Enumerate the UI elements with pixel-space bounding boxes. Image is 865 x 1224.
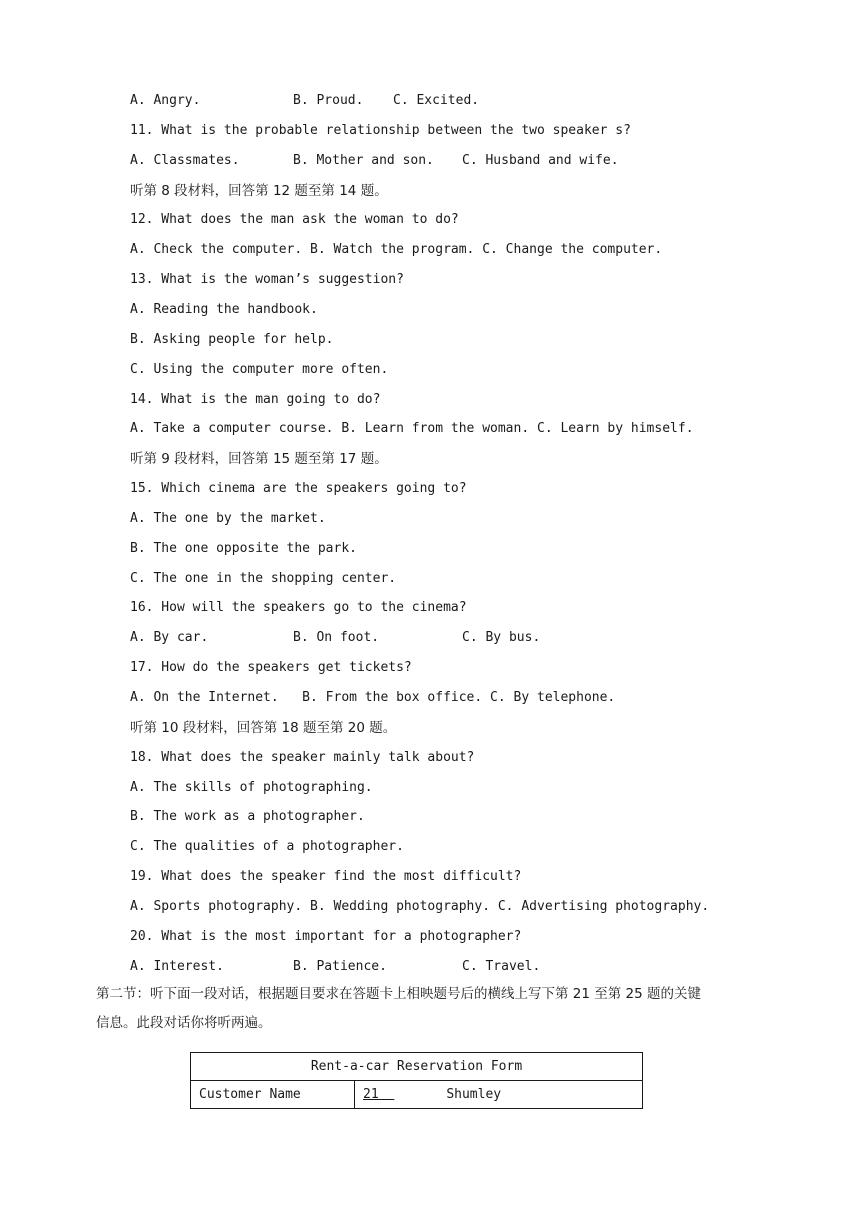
answer-line: C. Using the computer more often.	[130, 362, 389, 377]
answer-line: C. The qualities of a photographer.	[130, 839, 404, 854]
option-c: C. Excited.	[393, 93, 480, 108]
answer-line: A. On the Internet. B. From the box office. C. By telephone.	[130, 690, 616, 705]
answer-line: B. Asking people for help.	[130, 332, 334, 347]
question-text: 20. What is the most important for a photographer?	[130, 929, 522, 944]
customer-name-label: Customer Name	[191, 1081, 355, 1109]
question-text: 13. What is the woman’s suggestion?	[130, 272, 404, 287]
answer-options-row	[130, 93, 730, 109]
question-text: 11. What is the probable relationship between the two speaker s?	[130, 123, 631, 138]
question-text: 15. Which cinema are the speakers going to?	[130, 481, 467, 496]
answer-line: B. The work as a photographer.	[130, 809, 365, 824]
answer-line: A. Sports photography. B. Wedding photography. C. Advertising photography.	[130, 899, 710, 914]
section-heading: 听第 8 段材料，回答第 12 题至第 14 题。	[130, 183, 388, 199]
answer-line: A. The skills of photographing.	[130, 780, 373, 795]
answer-line: B. The one opposite the park.	[130, 541, 357, 556]
option-a: A. Angry.	[130, 93, 201, 108]
answer-line: A. Take a computer course. B. Learn from the woman. C. Learn by himself.	[130, 421, 694, 436]
question-text: 16. How will the speakers go to the cinema?	[130, 600, 467, 615]
option-a: A. Classmates.	[130, 153, 240, 168]
answer-options-row	[130, 630, 730, 646]
option-b: B. Patience.	[293, 959, 387, 974]
form-title: Rent-a-car Reservation Form	[191, 1053, 643, 1081]
instruction-line-1: 第二节：听下面一段对话，根据题目要求在答题卡上相映题号后的横线上写下第 21 至第 25 题的关键	[96, 986, 702, 1002]
option-b: B. Proud.	[293, 93, 364, 108]
option-c: C. Travel.	[462, 959, 541, 974]
part-two-instructions	[96, 980, 776, 1038]
instruction-line-2: 信息。此段对话你将听两遍。	[96, 1015, 272, 1031]
question-text: 18. What does the speaker mainly talk about?	[130, 750, 475, 765]
question-text: 17. How do the speakers get tickets?	[130, 660, 412, 675]
customer-name-cell	[355, 1081, 643, 1109]
option-c: C. Husband and wife.	[462, 153, 619, 168]
answer-options-row	[130, 153, 730, 169]
option-a: A. By car.	[130, 630, 209, 645]
section-heading: 听第 10 段材料，回答第 18 题至第 20 题。	[130, 720, 397, 736]
option-c: C. By bus.	[462, 630, 541, 645]
blank-number-21: 21	[363, 1087, 395, 1102]
reservation-form-table	[190, 1052, 643, 1109]
answer-line: C. The one in the shopping center.	[130, 571, 397, 586]
option-b: B. On foot.	[293, 630, 380, 645]
option-b: B. Mother and son.	[293, 153, 434, 168]
answer-line: A. The one by the market.	[130, 511, 326, 526]
answer-options-row	[130, 959, 730, 975]
answer-line: A. Check the computer. B. Watch the program. C. Change the computer.	[130, 242, 663, 257]
question-text: 12. What does the man ask the woman to do?	[130, 212, 459, 227]
customer-name-value: Shumley	[446, 1087, 502, 1102]
question-text: 19. What does the speaker find the most difficult?	[130, 869, 522, 884]
section-heading: 听第 9 段材料，回答第 15 题至第 17 题。	[130, 451, 388, 467]
answer-line: A. Reading the handbook.	[130, 302, 318, 317]
question-text: 14. What is the man going to do?	[130, 392, 381, 407]
option-a: A. Interest.	[130, 959, 224, 974]
